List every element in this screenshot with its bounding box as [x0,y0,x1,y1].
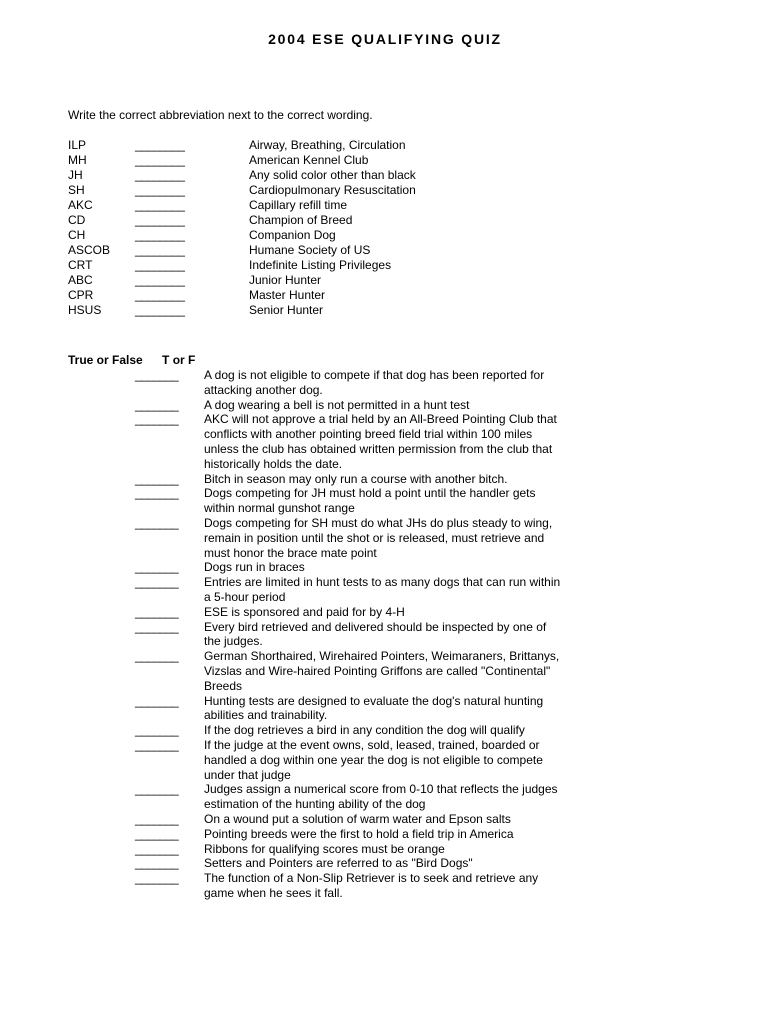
definition: Indefinite Listing Privileges [249,258,392,272]
abbreviation: MH [68,153,87,167]
definition: Capillary refill time [249,198,348,212]
statement: AKC will not approve a trial held by an All-Breed Pointing Club that conflicts with another pointing breed field trial within 100 miles unless the club has obtained written permission from the club that historically holds the date. [204,412,557,471]
statement: On a wound put a solution of warm water and Epson salts [204,811,511,826]
answer-blank[interactable]: ________ [135,138,185,152]
statement: If the dog retrieves a bird in any condition the dog will qualify [204,723,525,738]
answer-blank[interactable]: ________ [135,153,185,167]
true-false-item [68,486,588,516]
page-title: 2004 ESE QUALIFYING QUIZ [268,31,502,47]
answer-blank[interactable]: ________ [135,168,185,182]
statement: Dogs competing for SH must do what JHs do plus steady to wing, remain in position until the shot or is released, must retrieve and must honor the brace mate point [204,515,553,560]
matching-row [68,228,568,243]
definition: Humane Society of US [249,243,371,257]
true-false-item [68,856,588,871]
matching-row [68,288,568,303]
statement: Judges assign a numerical score from 0-10 that reflects the judges estimation of the hunting ability of the dog [204,782,558,812]
answer-blank[interactable]: _______ [135,368,179,382]
matching-row [68,138,568,153]
matching-row [68,258,568,273]
answer-blank[interactable]: _______ [135,856,179,871]
statement: Every bird retrieved and delivered should be inspected by one of the judges. [204,619,547,649]
statement: Ribbons for qualifying scores must be orange [204,841,445,856]
matching-row [68,168,568,183]
abbreviation: CH [68,228,86,242]
t-or-f-label: T or F [162,353,196,367]
true-false-item [68,472,588,487]
answer-blank[interactable]: _______ [135,575,179,590]
statement: The function of a Non-Slip Retriever is to seek and retrieve any game when he sees it fall. [204,871,539,900]
statement: Entries are limited in hunt tests to as many dogs that can run within a 5-hour period [204,575,561,604]
answer-blank[interactable]: _______ [135,693,179,708]
answer-blank[interactable]: ________ [135,213,185,227]
matching-row [68,153,568,168]
answer-blank[interactable]: _______ [135,871,179,886]
answer-blank[interactable]: ________ [135,198,185,212]
true-false-item [68,620,588,650]
matching-row [68,198,568,213]
abbreviation: CD [68,213,86,227]
true-false-item [68,398,588,413]
statement: Pointing breeds were the first to hold a field trip in America [204,826,514,841]
statement: ESE is sponsored and paid for by 4-H [204,604,405,619]
abbreviation: ILP [68,138,87,152]
statement: A dog is not eligible to compete if that dog has been reported for attacking another dog. [204,368,545,397]
answer-blank[interactable]: ________ [135,183,185,197]
matching-row [68,303,568,318]
answer-blank[interactable]: ________ [135,288,185,302]
statement: Dogs competing for JH must hold a point until the handler gets within normal gunshot range [204,486,536,516]
true-false-item [68,516,588,560]
matching-row [68,243,568,258]
definition: Cardiopulmonary Resuscitation [249,183,416,197]
true-false-item [68,575,588,605]
true-false-item [68,412,588,471]
true-false-section [68,368,588,901]
answer-blank[interactable]: _______ [135,471,179,486]
true-false-item [68,738,588,782]
statement: German Shorthaired, Wirehaired Pointers, Weimaraners, Brittanys, Vizslas and Wire-haired Pointing Griffons are called "Continental" Breeds [204,649,560,693]
answer-blank[interactable]: _______ [135,841,179,856]
matching-section [68,138,568,318]
statement: A dog wearing a bell is not permitted in a hunt test [204,397,470,412]
true-false-item [68,368,588,398]
abbreviation: HSUS [68,303,102,317]
answer-blank[interactable]: ________ [135,228,185,242]
true-false-item [68,605,588,620]
true-false-item [68,812,588,827]
answer-blank[interactable]: ________ [135,273,185,287]
statement: If the judge at the event owns, sold, leased, trained, boarded or handled a dog within one year the dog is not eligible to compete under that judge [204,737,543,782]
answer-blank[interactable]: _______ [135,811,179,826]
true-false-item [68,827,588,842]
true-false-header [68,353,195,367]
abbreviation: SH [68,183,85,197]
true-false-item [68,782,588,812]
answer-blank[interactable]: _______ [135,515,179,530]
definition: Junior Hunter [249,273,322,287]
answer-blank[interactable]: _______ [135,649,179,664]
abbreviation: AKC [68,198,93,212]
true-false-item [68,560,588,575]
abbreviation: ASCOB [68,243,111,257]
answer-blank[interactable]: _______ [135,412,179,427]
matching-row [68,183,568,198]
true-false-item [68,649,588,693]
answer-blank[interactable]: _______ [135,619,179,634]
true-false-item [68,842,588,857]
answer-blank[interactable]: _______ [135,723,179,738]
abbreviation: CPR [68,288,94,302]
abbreviation: ABC [68,273,93,287]
answer-blank[interactable]: _______ [135,604,179,619]
definition: American Kennel Club [249,153,369,167]
answer-blank[interactable]: ________ [135,303,185,317]
statement: Hunting tests are designed to evaluate the dog's natural hunting abilities and trainability. [204,693,544,723]
answer-blank[interactable]: _______ [135,560,179,575]
statement: Bitch in season may only run a course with another bitch. [204,471,508,486]
abbreviation: CRT [68,258,93,272]
statement: Dogs run in braces [204,560,305,575]
instructions: Write the correct abbreviation next to the correct wording. [68,108,373,122]
answer-blank[interactable]: _______ [135,737,179,752]
answer-blank[interactable]: ________ [135,258,185,272]
definition: Senior Hunter [249,303,324,317]
definition: Companion Dog [249,228,336,242]
answer-blank[interactable]: ________ [135,243,185,257]
true-false-item [68,871,588,901]
definition: Master Hunter [249,288,326,302]
definition: Airway, Breathing, Circulation [249,138,406,152]
true-false-item [68,694,588,724]
answer-blank[interactable]: _______ [135,782,179,797]
answer-blank[interactable]: _______ [135,486,179,501]
true-false-heading: True or False [68,353,143,367]
matching-row [68,213,568,228]
true-false-item [68,723,588,738]
statement: Setters and Pointers are referred to as "Bird Dogs" [204,856,473,871]
answer-blank[interactable]: _______ [135,826,179,841]
answer-blank[interactable]: _______ [135,397,179,412]
abbreviation: JH [68,168,83,182]
matching-row [68,273,568,288]
definition: Champion of Breed [249,213,353,227]
definition: Any solid color other than black [249,168,416,182]
